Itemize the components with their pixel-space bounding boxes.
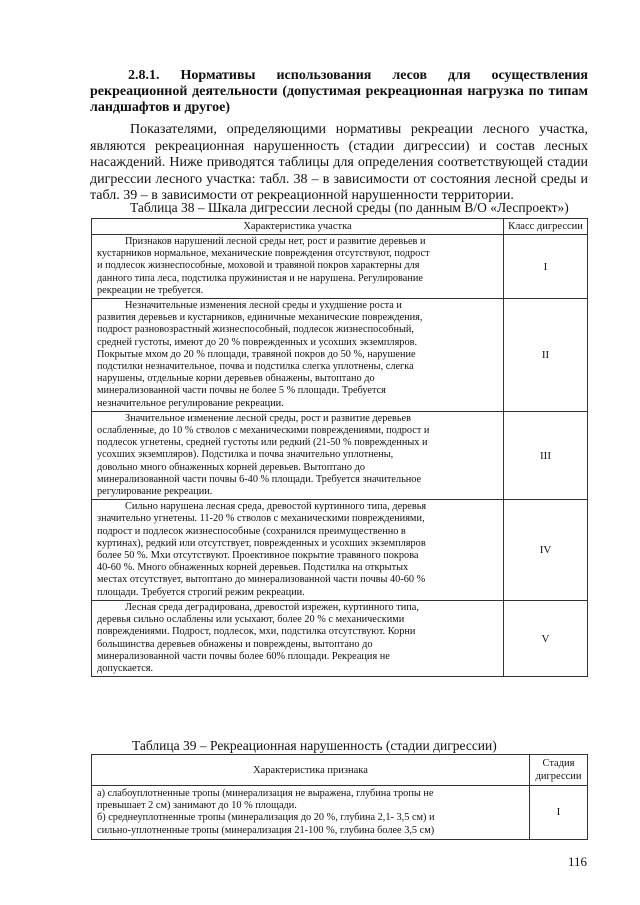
description-line: Покрытые мхом до 20 % площади, травяной покров до 50 %, нарушение bbox=[97, 348, 416, 360]
description-line: допускается. bbox=[97, 662, 154, 674]
description-line: усохших экземпляров). Подстилка и почва значительно уплотнены, bbox=[97, 449, 394, 461]
row-class: III bbox=[504, 411, 588, 499]
description-line: минерализованной части почвы более 60% площади. Рекреация не bbox=[97, 650, 390, 662]
description-line: ослабленные, до 10 % стволов с механическими повреждениями, подрост и bbox=[97, 425, 430, 437]
description-line: средней густоты, имеют до 20 % поврежденных и усохших экземпляров. bbox=[97, 336, 418, 348]
description-line: подрост разновозрастный жизнеспособный, подлесок жизнеспособный, bbox=[97, 324, 414, 336]
description-line: Признаков нарушений лесной среды нет, рост и развитие деревьев и bbox=[125, 236, 426, 247]
table-row bbox=[92, 411, 588, 499]
description-line: рекреации не требуется. bbox=[97, 284, 204, 296]
description-line: деревья сильно ослаблены или усыхают, более 20 % с механическими bbox=[97, 614, 405, 626]
description-line: нарушены, отдельные корни деревьев обнажены, вытоптано до bbox=[97, 373, 375, 385]
section-heading bbox=[90, 68, 588, 116]
table-row bbox=[92, 600, 588, 676]
heading-line: 2.8.1. Нормативы использования лесов для осуществления bbox=[128, 68, 588, 83]
intro-paragraph bbox=[90, 122, 588, 205]
paragraph-line: табл. 39 – в зависимости от рекреационной нарушенности территории. bbox=[90, 188, 514, 203]
description-line: большинства деревьев обнажены и повреждены, вытоптано до bbox=[97, 638, 373, 650]
table-row bbox=[92, 235, 588, 299]
description-line: значительно угнетены. 11-20 % стволов с механическими повреждениями, bbox=[97, 513, 425, 525]
heading-line: рекреационной деятельности (допустимая рекреационная нагрузка по типам bbox=[90, 84, 588, 99]
description-line: сильно-уплотненные тропы (минерализация 21-100 %, глубина более 3,5 см) bbox=[97, 824, 435, 836]
description-line: и подлесок жизнеспособные, моховой и травяной покров характерны для bbox=[97, 260, 420, 272]
description-line: довольно много обнаженных корней деревьев. Вытоптано до bbox=[97, 461, 366, 473]
description-line: Сильно нарушена лесная среда, древостой куртинного типа, деревья bbox=[125, 501, 427, 513]
description-line: развития деревьев и кустарников, единичные механические повреждения, bbox=[97, 312, 423, 324]
table-38 bbox=[91, 218, 588, 677]
description-line: данного типа леса, подстилка пружинистая и не нарушена. Регулирование bbox=[97, 272, 423, 284]
table-header-row bbox=[92, 755, 588, 786]
table-39 bbox=[91, 754, 588, 840]
column-header-characteristic: Характеристика участка bbox=[92, 219, 504, 235]
description-line: Значительное изменение лесной среды, рост и развитие деревьев bbox=[125, 412, 411, 424]
row-description bbox=[92, 500, 504, 601]
row-description bbox=[92, 299, 504, 412]
description-line: незначительное регулирование рекреации. bbox=[97, 397, 284, 409]
description-line: подлесок угнетены, средней густоты или редкий (21-50 % поврежденных и bbox=[97, 437, 428, 449]
table-row bbox=[92, 299, 588, 412]
description-line: минерализованной части почвы не более 5 % площади. Требуется bbox=[97, 385, 386, 397]
row-class: IV bbox=[504, 500, 588, 601]
heading-line: ландшафтов и другое) bbox=[90, 100, 231, 115]
table-header-row bbox=[92, 219, 588, 235]
row-class: II bbox=[504, 299, 588, 412]
description-line: местах отсутствует, вытоптано до минерализованной части почвы 40-60 % bbox=[97, 574, 426, 586]
description-line: подстилки незначительное, почва и подстилка слегка уплотнены, слегка bbox=[97, 361, 414, 373]
description-line: повреждениями. Подрост, подлесок, мхи, подстилка отсутствуют. Корни bbox=[97, 626, 416, 638]
description-line: Лесная среда деградирована, древостой изрежен, куртинного типа, bbox=[125, 601, 419, 613]
page-number: 116 bbox=[568, 854, 588, 869]
row-class: I bbox=[530, 786, 588, 840]
table-38-caption: Таблица 38 – Шкала дигрессии лесной среды (по данным В/О «Леспроект») bbox=[130, 200, 569, 215]
description-line: кустарников нормальное, механические повреждения отсутствуют, подрост bbox=[97, 248, 430, 260]
row-description bbox=[92, 235, 504, 299]
paragraph-line: Показателями, определяющими нормативы рекреации лесного участка, bbox=[130, 122, 588, 137]
description-line: площади. Требуется строгий режим рекреации. bbox=[97, 586, 305, 598]
row-class: V bbox=[504, 600, 588, 676]
table-row bbox=[92, 786, 588, 840]
paragraph-line: насаждений. Ниже приводятся таблицы для определения соответствующей стадии bbox=[90, 155, 588, 170]
table-39-caption: Таблица 39 – Рекреационная нарушенность (стадии дигрессии) bbox=[132, 738, 497, 753]
paragraph-line: являются рекреационная нарушенность (стадии дигрессии) и состав лесных bbox=[90, 138, 588, 154]
column-header-characteristic: Характеристика признака bbox=[92, 755, 530, 786]
description-line: куртинах), редкий или отсутствует, поврежденных и усохших экземпляров bbox=[97, 537, 426, 549]
row-description bbox=[92, 600, 504, 676]
column-header-class: Класс дигрессии bbox=[504, 219, 588, 235]
description-line: более 50 %. Мхи отсутствуют. Проективное покрытие травяного покрова bbox=[97, 550, 419, 562]
row-description bbox=[92, 411, 504, 499]
paragraph-line: дигрессии лесного участка: табл. 38 – в зависимости от состояния лесной среды и bbox=[90, 171, 588, 187]
description-line: а) слабоуплотненные тропы (минерализация не выражена, глубина тропы не bbox=[97, 788, 434, 799]
table-row bbox=[92, 500, 588, 601]
description-line: регулирование рекреации. bbox=[97, 486, 213, 498]
column-header-stage: Стадия дигрессии bbox=[530, 755, 588, 786]
description-line: превышает 2 см) занимают до 10 % площади. bbox=[97, 800, 297, 812]
description-line: подрост и подлесок жизнеспособные (сохранился преимущественно в bbox=[97, 525, 406, 537]
description-line: минерализованной части почвы 6-40 % площади. Требуется значительное bbox=[97, 473, 422, 485]
description-line: б) среднеуплотненные тропы (минерализация до 20 %, глубина 2,1- 3,5 см) и bbox=[97, 812, 435, 824]
row-description bbox=[92, 786, 530, 840]
description-line: Незначительные изменения лесной среды и ухудшение роста и bbox=[125, 300, 402, 312]
row-class: I bbox=[504, 235, 588, 299]
description-line: 40-60 %. Много обнаженных корней деревьев. Подстилка на открытых bbox=[97, 562, 409, 574]
